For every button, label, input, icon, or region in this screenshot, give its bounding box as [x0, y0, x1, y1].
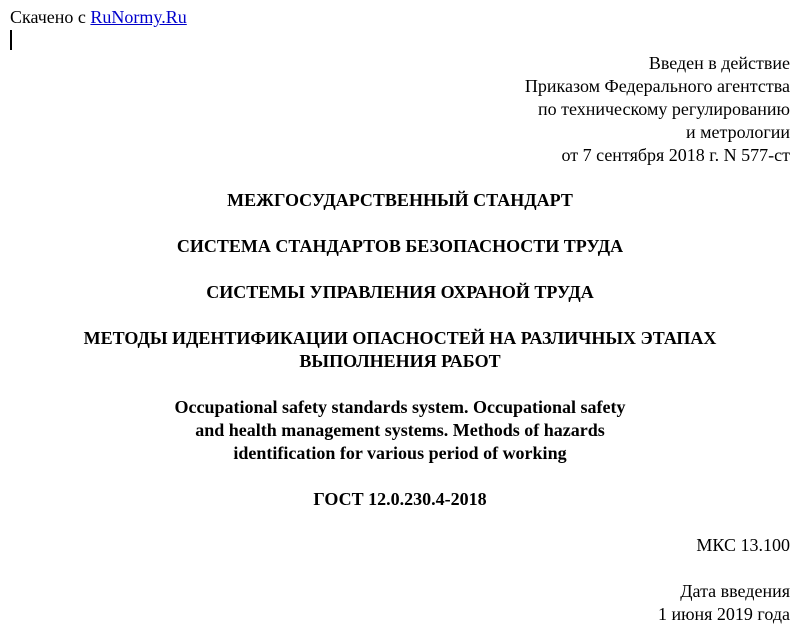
- subsystem-heading: СИСТЕМЫ УПРАВЛЕНИЯ ОХРАНОЙ ТРУДА: [206, 282, 594, 302]
- mks-code: МКС 13.100: [696, 535, 790, 555]
- introduced-line-5: от 7 сентября 2018 г. N 577-ст: [561, 145, 790, 165]
- english-title-line-3: identification for various period of working: [233, 443, 567, 463]
- gost-number: ГОСТ 12.0.230.4-2018: [313, 489, 487, 509]
- effective-date-value: 1 июня 2019 года: [657, 604, 790, 624]
- english-title-line-2: and health management systems. Methods of hazards: [195, 420, 605, 440]
- source-line: [10, 6, 187, 28]
- introduced-line-2: Приказом Федерального агентства: [524, 76, 790, 96]
- english-title-line-1: Occupational safety standards system. Occupational safety: [174, 397, 626, 417]
- introduced-line-1: Введен в действие: [648, 53, 790, 73]
- methods-heading-line-2: ВЫПОЛНЕНИЯ РАБОТ: [299, 351, 501, 371]
- introduced-line-3: по техническому регулированию: [537, 99, 790, 119]
- standard-type-heading: МЕЖГОСУДАРСТВЕННЫЙ СТАНДАРТ: [227, 190, 573, 210]
- methods-heading-line-1: МЕТОДЫ ИДЕНТИФИКАЦИИ ОПАСНОСТЕЙ НА РАЗЛИЧНЫХ ЭТАПАХ: [83, 328, 717, 348]
- text-cursor: [10, 30, 12, 50]
- introduced-line-4: и метрологии: [686, 122, 790, 142]
- system-heading: СИСТЕМА СТАНДАРТОВ БЕЗОПАСНОСТИ ТРУДА: [176, 236, 624, 256]
- runormy-link[interactable]: RuNormy.Ru: [90, 7, 187, 27]
- source-prefix: Скачено с: [10, 7, 91, 27]
- introduced-block: [525, 52, 790, 167]
- effective-date-label: Дата введения: [680, 581, 790, 601]
